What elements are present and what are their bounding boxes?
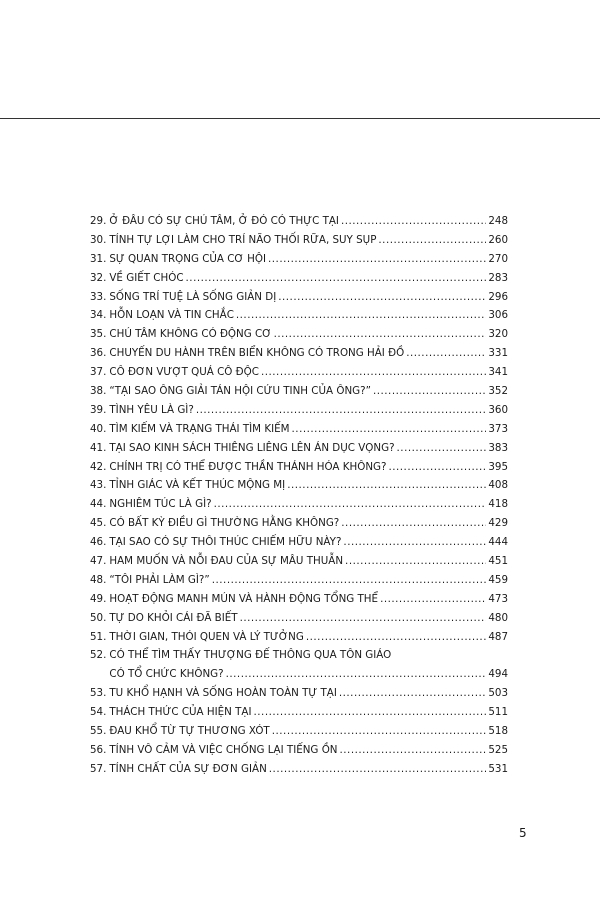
toc-entry-number: 43. xyxy=(90,479,107,492)
dot-leader xyxy=(214,495,487,514)
toc-entry-page: 360 xyxy=(488,403,508,416)
toc-entry-title: CÓ TỔ CHỨC KHÔNG? xyxy=(109,668,224,681)
toc-entry-page: 383 xyxy=(488,441,508,454)
toc-entry[interactable] xyxy=(90,212,508,231)
toc-entry-title: TU KHỔ HẠNH VÀ SỐNG HOÀN TOÀN TỰ TẠI xyxy=(109,687,337,700)
toc-entry-number: 46. xyxy=(90,536,107,549)
toc-entry[interactable] xyxy=(90,401,508,420)
toc-entry-title: ĐAU KHỔ TỪ TỰ THƯƠNG XÓT xyxy=(109,725,270,738)
toc-entry-page: 525 xyxy=(488,743,508,756)
toc-entry-number: 32. xyxy=(90,271,107,284)
toc-entry-number: 53. xyxy=(90,687,107,700)
dot-leader xyxy=(397,439,487,458)
toc-entry-page: 473 xyxy=(488,592,508,605)
toc-entry-title: Ở ĐÂU CÓ SỰ CHÚ TÂM, Ở ĐÓ CÓ THỰC TẠI xyxy=(109,215,339,227)
toc-entry-number: 35. xyxy=(90,328,107,341)
dot-leader xyxy=(240,609,487,628)
toc-entry-number: 48. xyxy=(90,573,107,586)
toc-entry-title: TỈNH GIÁC VÀ KẾT THÚC MỘNG MỊ xyxy=(109,479,286,492)
toc-entry-page: 306 xyxy=(488,309,508,322)
dot-leader xyxy=(380,590,486,609)
toc-entry-title: THÁCH THỨC CỦA HIỆN TẠI xyxy=(109,706,252,719)
dot-leader xyxy=(278,288,486,307)
toc-entry-page: 283 xyxy=(488,271,508,284)
toc-entry-page: 296 xyxy=(488,290,508,303)
toc-entry[interactable] xyxy=(90,646,508,684)
toc-entry-number: 40. xyxy=(90,422,107,435)
toc-entry-title: TÍNH VÔ CẢM VÀ VIỆC CHỐNG LẠI TIẾNG ỒN xyxy=(109,743,338,756)
toc-entry-number: 31. xyxy=(90,252,107,265)
dot-leader xyxy=(373,382,486,401)
toc-entry[interactable] xyxy=(90,458,508,477)
toc-entry-page: 260 xyxy=(488,233,508,246)
toc-entry-title: TÍNH CHẤT CỦA SỰ ĐƠN GIẢN xyxy=(109,762,267,775)
toc-entry-title: HOẠT ĐỘNG MANH MÚN VÀ HÀNH ĐỘNG TỔNG THỂ xyxy=(109,592,379,605)
toc-entry-page: 487 xyxy=(488,630,508,643)
toc-entry-title: TỰ DO KHỎI CÁI ĐÃ BIẾT xyxy=(109,611,238,624)
toc-entry[interactable] xyxy=(90,722,508,741)
toc-entry[interactable] xyxy=(90,684,508,703)
toc-entry[interactable] xyxy=(90,495,508,514)
toc-entry-title: CHÚ TÂM KHÔNG CÓ ĐỘNG CƠ xyxy=(109,328,272,341)
dot-leader xyxy=(226,665,487,684)
toc-entry-title: HỖN LOẠN VÀ TIN CHẮC xyxy=(109,309,234,322)
toc-entry-page: 511 xyxy=(488,706,508,719)
toc-entry[interactable] xyxy=(90,325,508,344)
toc-entry-page: 418 xyxy=(488,498,508,511)
dot-leader xyxy=(274,325,487,344)
dot-leader xyxy=(406,344,486,363)
toc-entry[interactable] xyxy=(90,269,508,288)
toc-entry-page: 331 xyxy=(488,347,508,360)
dot-leader xyxy=(306,628,486,647)
toc-entry-page: 373 xyxy=(488,422,508,435)
header-rule xyxy=(0,118,600,119)
toc-entry[interactable] xyxy=(90,552,508,571)
toc-entry[interactable] xyxy=(90,344,508,363)
toc-entry[interactable] xyxy=(90,628,508,647)
toc-entry-title: VỀ GIẾT CHÓC xyxy=(109,271,184,284)
toc-entry-title: TẠI SAO CÓ SỰ THÔI THÚC CHIẾM HỮU NÀY? xyxy=(109,536,342,549)
toc-entry[interactable] xyxy=(90,363,508,382)
toc-entry-page: 429 xyxy=(488,517,508,530)
toc-entry-title: TÌNH YÊU LÀ GÌ? xyxy=(109,403,194,416)
toc-entry-page: 444 xyxy=(488,536,508,549)
dot-leader xyxy=(254,703,487,722)
toc-entry-title: TÌM KIẾM VÀ TRẠNG THÁI TÌM KIẾM xyxy=(109,422,290,435)
toc-entry-title: “TÔI PHẢI LÀM GÌ?” xyxy=(109,573,210,586)
dot-leader xyxy=(287,476,486,495)
toc-entry-page: 408 xyxy=(488,479,508,492)
dot-leader xyxy=(269,760,487,779)
page-number: 5 xyxy=(519,826,527,840)
dot-leader xyxy=(186,269,487,288)
toc-entry-number: 34. xyxy=(90,309,107,322)
dot-leader xyxy=(236,306,486,325)
dot-leader xyxy=(196,401,487,420)
toc-entry-number: 56. xyxy=(90,743,107,756)
toc-entry-page: 248 xyxy=(488,215,508,227)
toc-entry-number: 37. xyxy=(90,366,107,379)
toc-entry-page: 352 xyxy=(488,385,508,398)
toc-entry-number: 49. xyxy=(90,592,107,605)
toc-entry-number: 55. xyxy=(90,725,107,738)
toc-entry-number: 38. xyxy=(90,385,107,398)
toc-entry-number: 33. xyxy=(90,290,107,303)
toc-entry-title-line1: CÓ THỂ TÌM THẤY THƯỢNG ĐẾ THÔNG QUA TÔN GIÁO xyxy=(109,649,392,662)
toc-entry[interactable] xyxy=(90,741,508,760)
dot-leader xyxy=(212,571,487,590)
dot-leader xyxy=(261,363,486,382)
toc-entry-number: 42. xyxy=(90,460,107,473)
toc-entry-number: 50. xyxy=(90,611,107,624)
dot-leader xyxy=(345,552,486,571)
toc-entry[interactable] xyxy=(90,288,508,307)
toc-entry-number: 39. xyxy=(90,403,107,416)
toc-entry-page: 451 xyxy=(488,555,508,568)
toc-entry-number: 36. xyxy=(90,347,107,360)
toc-entry-number: 52. xyxy=(90,649,107,662)
toc-entry[interactable] xyxy=(90,439,508,458)
toc-entry-number: 47. xyxy=(90,555,107,568)
dot-leader xyxy=(268,250,486,269)
dot-leader xyxy=(341,212,486,231)
toc-entry-number: 57. xyxy=(90,762,107,775)
toc-entry-title: SỐNG TRÍ TUỆ LÀ SỐNG GIẢN DỊ xyxy=(109,290,277,303)
toc-entry-number: 41. xyxy=(90,441,107,454)
toc-entry-title: CHUYẾN DU HÀNH TRÊN BIỂN KHÔNG CÓ TRONG HẢI ĐỒ xyxy=(109,347,405,360)
toc-entry[interactable] xyxy=(90,571,508,590)
dot-leader xyxy=(339,684,486,703)
toc-entry-number: 54. xyxy=(90,706,107,719)
toc-entry[interactable] xyxy=(90,514,508,533)
toc-entry-page: 459 xyxy=(488,573,508,586)
dot-leader xyxy=(343,533,486,552)
toc-entry-title: HAM MUỐN VÀ NỖI ĐAU CỦA SỰ MÂU THUẪN xyxy=(109,555,344,568)
toc-entry-page: 395 xyxy=(488,460,508,473)
toc-entry-title: TÍNH TỰ LỢI LÀM CHO TRÍ NÃO THỐI RỮA, SUY SỤP xyxy=(109,233,377,246)
toc-entry[interactable] xyxy=(90,533,508,552)
toc-entry-number: 44. xyxy=(90,498,107,511)
dot-leader xyxy=(340,741,487,760)
toc-entry-page: 270 xyxy=(488,252,508,265)
dot-leader xyxy=(388,458,486,477)
toc-entry-title: TẠI SAO KINH SÁCH THIÊNG LIÊNG LÊN ÁN DỤC VỌNG? xyxy=(109,441,395,454)
toc-entry-title: CÔ ĐƠN VƯỢT QUÁ CÔ ĐỘC xyxy=(109,366,259,379)
dot-leader xyxy=(292,420,487,439)
toc-entry[interactable] xyxy=(90,250,508,269)
toc-entry-title: CHÍNH TRỊ CÓ THỂ ĐƯỢC THẦN THÁNH HÓA KHÔNG? xyxy=(109,460,387,473)
toc-entry-title: CÓ BẤT KỲ ĐIỀU GÌ THƯỜNG HẰNG KHÔNG? xyxy=(109,517,340,530)
dot-leader xyxy=(341,514,486,533)
toc-entry-page: 341 xyxy=(488,366,508,379)
toc-entry-page: 531 xyxy=(488,762,508,775)
toc-entry[interactable] xyxy=(90,760,508,779)
toc-entry[interactable] xyxy=(90,476,508,495)
toc-entry[interactable] xyxy=(90,609,508,628)
toc-entry-page: 480 xyxy=(488,611,508,624)
toc-entry-title: “TẠI SAO ÔNG GIẢI TÁN HỘI CỨU TINH CỦA ÔNG?” xyxy=(109,385,371,398)
toc-entry-title: THỜI GIAN, THÓI QUEN VÀ LÝ TƯỞNG xyxy=(109,630,304,643)
toc-entry-page: 494 xyxy=(488,668,508,681)
toc-entry-number: 29. xyxy=(90,215,107,227)
toc-entry-number: 51. xyxy=(90,630,107,643)
toc-entry[interactable] xyxy=(90,590,508,609)
toc-entry[interactable] xyxy=(90,231,508,250)
toc-entry-page: 518 xyxy=(488,725,508,738)
toc-entry[interactable] xyxy=(90,420,508,439)
toc-entry-page: 320 xyxy=(488,328,508,341)
table-of-contents xyxy=(90,212,508,779)
dot-leader xyxy=(272,722,487,741)
toc-entry-number: 45. xyxy=(90,517,107,530)
toc-entry[interactable] xyxy=(90,306,508,325)
toc-entry[interactable] xyxy=(90,703,508,722)
toc-entry[interactable] xyxy=(90,382,508,401)
toc-entry-page: 503 xyxy=(488,687,508,700)
dot-leader xyxy=(378,231,486,250)
toc-entry-title: NGHIÊM TÚC LÀ GÌ? xyxy=(109,498,212,511)
toc-entry-title: SỰ QUAN TRỌNG CỦA CƠ HỘI xyxy=(109,252,266,265)
toc-entry-number: 30. xyxy=(90,233,107,246)
